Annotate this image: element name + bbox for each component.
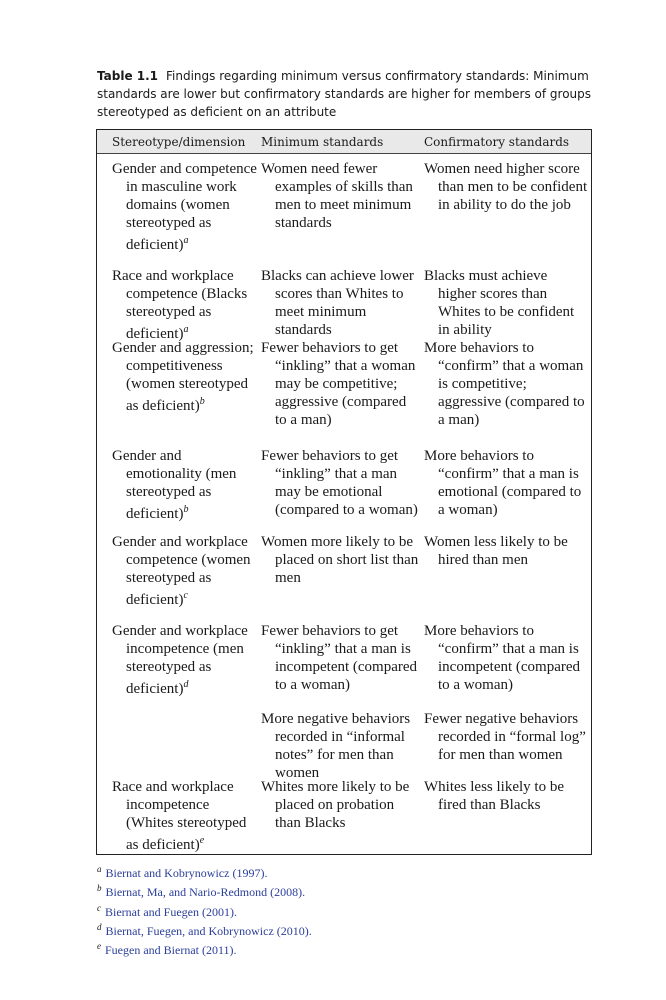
row-3-confirmatory: More behaviors to “confirm” that a woman is competitive; aggressive (compared to a man) <box>424 340 585 428</box>
caption-text: Findings regarding minimum versus confirmatory standards: Minimum standards are lower but confirmatory standards are higher for members of groups stereotyped as deficient on an attribute <box>97 69 592 119</box>
row-8-minimum: Whites more likely to be placed on probation than Blacks <box>261 779 410 831</box>
row-4-stereotype: Gender and emotionality (men stereotyped as deficient)$^b$ <box>112 448 237 522</box>
row-2-minimum: Blacks can achieve lower scores than Whites to meet minimum standards <box>261 268 414 338</box>
row-5-minimum: Women more likely to be placed on short list than men <box>261 534 419 586</box>
row-1-minimum: Women need fewer examples of skills than men to meet minimum standards <box>261 161 413 231</box>
row-8-stereotype: Race and workplace incompetence (Whites stereotyped as deficient)$^e$ <box>112 779 247 853</box>
findings-table <box>96 129 592 855</box>
row-8-confirmatory: Whites less likely to be fired than Blacks <box>424 779 564 813</box>
header-stereotype: Stereotype/dimension <box>112 135 246 149</box>
table-header <box>97 130 591 154</box>
row-2-stereotype: Race and workplace competence (Blacks stereotyped as deficient)$^a$ <box>112 268 248 342</box>
row-3-stereotype: Gender and aggression; competitiveness (women stereotyped as deficient)$^b$ <box>112 340 254 414</box>
row-4-minimum: Fewer behaviors to get “inkling” that a man may be emotional (compared to a woman) <box>261 448 418 518</box>
row-6-confirmatory: More behaviors to “confirm” that a man is incompetent (compared to a woman) <box>424 623 581 693</box>
footnote-marker: a <box>183 324 189 335</box>
footnote-e[interactable]: $^e$ Fuegen and Biernat (2011). <box>97 941 237 958</box>
row-1-confirmatory: Women need higher score than men to be confident in ability to do the job <box>424 161 588 213</box>
row-6-stereotype: Gender and workplace incompetence (men stereotyped as deficient)$^d$ <box>112 623 248 697</box>
footnote-d[interactable]: $^d$ Biernat, Fuegen, and Kobrynowicz (2010). <box>97 921 312 938</box>
footnote-marker: d <box>183 679 189 690</box>
footnote-a[interactable]: $^a$ Biernat and Kobrynowicz (1997). <box>97 864 268 880</box>
header-confirmatory: Confirmatory standards <box>424 135 570 149</box>
footnote-marker: e <box>199 835 205 846</box>
footnote-marker: a <box>183 235 189 246</box>
row-1-stereotype: Gender and competence in masculine work domains (women stereotyped as deficient)$^a$ <box>112 161 257 253</box>
header-minimum: Minimum standards <box>261 135 384 149</box>
row-6-minimum: Fewer behaviors to get “inkling” that a man is incompetent (compared to a woman) <box>261 623 418 693</box>
footnote-marker: b <box>183 504 189 515</box>
row-7-confirmatory: Fewer negative behaviors recorded in “formal log” for men than women <box>424 711 586 763</box>
row-5-stereotype: Gender and workplace competence (women stereotyped as deficient)$^c$ <box>112 534 251 608</box>
footnote-b[interactable]: $^b$ Biernat, Ma, and Nario-Redmond (2008). <box>97 883 306 900</box>
footnote-c[interactable]: $^c$ Biernat and Fuegen (2001). <box>97 902 237 919</box>
row-2-confirmatory: Blacks must achieve higher scores than Whites to be confident in ability <box>424 268 575 338</box>
row-5-confirmatory: Women less likely to be hired than men <box>424 534 568 568</box>
table-caption <box>97 67 597 121</box>
footnote-marker: b <box>199 396 205 407</box>
row-4-confirmatory: More behaviors to “confirm” that a man is emotional (compared to a woman) <box>424 448 582 518</box>
footnotes <box>97 862 312 958</box>
footnote-marker: c <box>183 590 188 601</box>
row-7-minimum: More negative behaviors recorded in “informal notes” for men than women <box>261 711 411 781</box>
row-3-minimum: Fewer behaviors to get “inkling” that a woman may be competitive; aggressive (compared to a man) <box>261 340 416 428</box>
table-label: Table 1.1 <box>97 69 159 83</box>
